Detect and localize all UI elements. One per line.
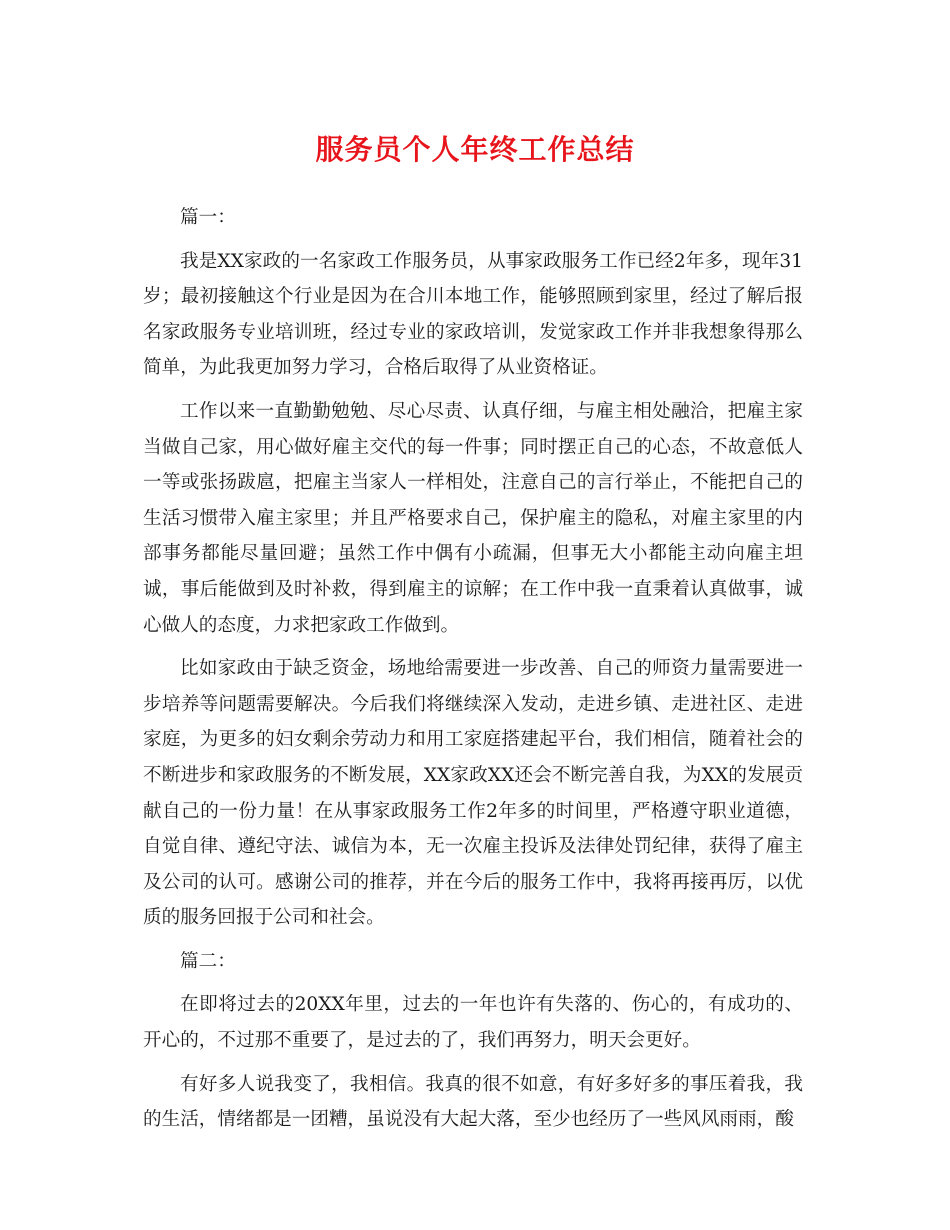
paragraph: 在即将过去的20XX年里，过去的一年也许有失落的、伤心的，有成功的、开心的，不过那不重要了，是过去的了，我们再努力，明天会更好。 [143, 994, 803, 1052]
paragraph: 有好多人说我变了，我相信。我真的很不如意，有好多好多的事压着我，我的生活，情绪都是一团糟，虽说没有大起大落，至少也经历了一些风风雨雨，酸 [143, 1073, 803, 1131]
document-body [143, 200, 803, 1146]
paragraph: 我是XX家政的一名家政工作服务员，从事家政服务工作已经2年多，现年31岁；最初接触这个行业是因为在合川本地工作，能够照顾到家里，经过了解后报名家政服务专业培训班，经过专业的家政培训，发觉家政工作并非我想象得那么简单，为此我更加努力学习，合格后取得了从业资格证。 [143, 250, 803, 379]
section-heading-two: 篇二： [180, 950, 236, 972]
section-heading-one: 篇一： [180, 207, 236, 228]
paragraph: 比如家政由于缺乏资金，场地给需要进一步改善、自己的师资力量需要进一步培养等问题需要解决。今后我们将继续深入发动，走进乡镇、走进社区、走进家庭，为更多的妇女剩余劳动力和用工家庭搭建起平台，我们相信，随着社会的不断进步和家政服务的不断发展，XX家政XX还会不断完善自我，为XX的发展贡献自己的一份力量！在从事家政服务工作2年多的时间里，严格遵守职业道德，自觉自律、遵纪守法、诚信为本，无一次雇主投诉及法律处罚纪律，获得了雇主及公司的认可。感谢公司的推荐，并在今后的服务工作中，我将再接再厉，以优质的服务回报于公司和社会。 [143, 658, 803, 929]
document-title: 服务员个人年终工作总结 [315, 133, 635, 166]
paragraph: 工作以来一直勤勤勉勉、尽心尽责、认真仔细，与雇主相处融洽，把雇主家当做自己家，用心做好雇主交代的每一件事；同时摆正自己的心态，不故意低人一等或张扬跋扈，把雇主当家人一样相处，注意自己的言行举止，不能把自己的生活习惯带入雇主家里；并且严格要求自己，保护雇主的隐私，对雇主家里的内部事务都能尽量回避；虽然工作中偶有小疏漏，但事无大小都能主动向雇主坦诚，事后能做到及时补救，得到雇主的谅解；在工作中我一直秉着认真做事，诚心做人的态度，力求把家政工作做到。 [143, 400, 803, 636]
